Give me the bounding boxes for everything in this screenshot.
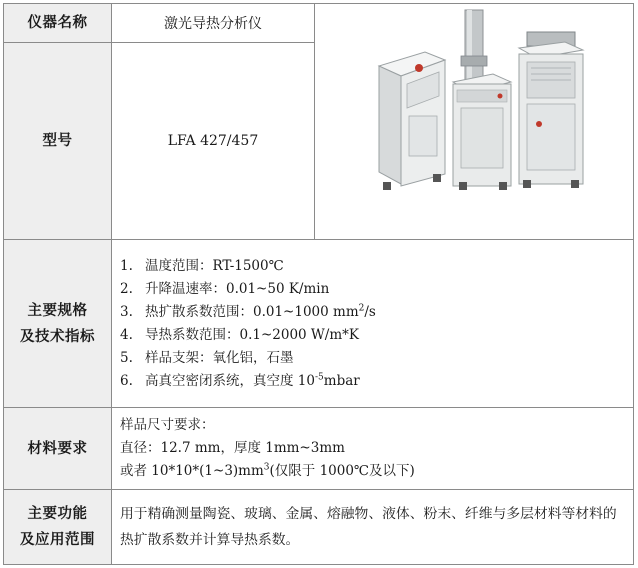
- right-cabinet: [519, 32, 583, 188]
- spec-item-4-num: 4.: [120, 326, 133, 343]
- specs-list: [112, 255, 633, 393]
- row-specs: [4, 240, 634, 408]
- spec-item-1-num: 1.: [120, 257, 133, 274]
- application-label-line2: 及应用范围: [20, 532, 95, 548]
- material-line3-text: 或者 10*10*(1~3)mm: [120, 463, 264, 479]
- spec-item-3-num: 3.: [120, 303, 133, 320]
- application-text: 用于精确测量陶瓷、玻璃、金属、熔融物、液体、粉末、纤维与多层材料等材料的热扩散系数并计算导热系数。: [120, 506, 617, 548]
- model-value: LFA 427/457: [112, 43, 315, 240]
- instrument-photo-cell: [315, 4, 634, 240]
- material-line3-note: (仅限于 1000℃及以下): [269, 463, 415, 479]
- spec-item-4: [120, 324, 633, 347]
- specs-label-line2: 及技术指标: [20, 328, 95, 345]
- specs-list-cell: [112, 240, 634, 408]
- spec-item-2-num: 2.: [120, 280, 133, 297]
- spec-item-3: [120, 301, 633, 324]
- material-line1: 样品尺寸要求：: [120, 417, 215, 433]
- material-line3: [120, 460, 633, 483]
- spec-item-3-text: 热扩散系数范围：0.01~1000 mm: [145, 303, 359, 320]
- spec-item-5-text: 样品支架：氧化铝，石墨: [145, 349, 294, 366]
- spec-item-1-text: 温度范围：RT-1500℃: [145, 257, 284, 274]
- instrument-name-label: 仪器名称: [4, 4, 112, 43]
- spec-item-6: [120, 370, 633, 393]
- application-cell: [112, 490, 634, 565]
- model-label: 型号: [4, 43, 112, 240]
- emergency-button-icon: [415, 64, 423, 72]
- application-label-line1: 主要功能: [27, 506, 88, 522]
- material-line3-sup: 3: [263, 462, 270, 473]
- material-line2: 直径：12.7 mm，厚度 1mm~3mm: [120, 440, 345, 456]
- spec-item-2: [120, 278, 633, 301]
- spec-item-6-text: 高真空密闭系统，真空度 10: [145, 372, 315, 389]
- row-instrument-name: [4, 4, 634, 43]
- spec-table: [3, 3, 634, 565]
- material-requirements: [112, 414, 633, 483]
- spec-item-2-text: 升降温速率：0.01~50 K/min: [145, 280, 330, 297]
- middle-cabinet: [453, 10, 511, 190]
- spec-item-3-sup: 2: [358, 303, 365, 313]
- row-application: [4, 490, 634, 565]
- spec-item-5-num: 5.: [120, 349, 133, 366]
- spec-item-6-num: 6.: [120, 372, 133, 389]
- row-material: [4, 408, 634, 490]
- specs-label: [4, 240, 112, 408]
- material-cell: [112, 408, 634, 490]
- spec-item-1: [120, 255, 633, 278]
- spec-item-6-unit: mbar: [323, 372, 360, 389]
- specs-label-line1: 主要规格: [27, 302, 88, 319]
- left-cabinet: [379, 52, 445, 190]
- spec-item-4-text: 导热系数范围：0.1~2000 W/m*K: [145, 326, 359, 343]
- material-label: 材料要求: [4, 408, 112, 490]
- spec-item-3-unit: /s: [364, 303, 376, 320]
- instrument-illustration: [315, 4, 632, 200]
- application-label: [4, 490, 112, 565]
- spec-item-6-sup: -5: [314, 372, 324, 382]
- instrument-photo: [315, 4, 633, 239]
- instrument-name-value: 激光导热分析仪: [112, 4, 315, 43]
- spec-item-5: [120, 347, 633, 370]
